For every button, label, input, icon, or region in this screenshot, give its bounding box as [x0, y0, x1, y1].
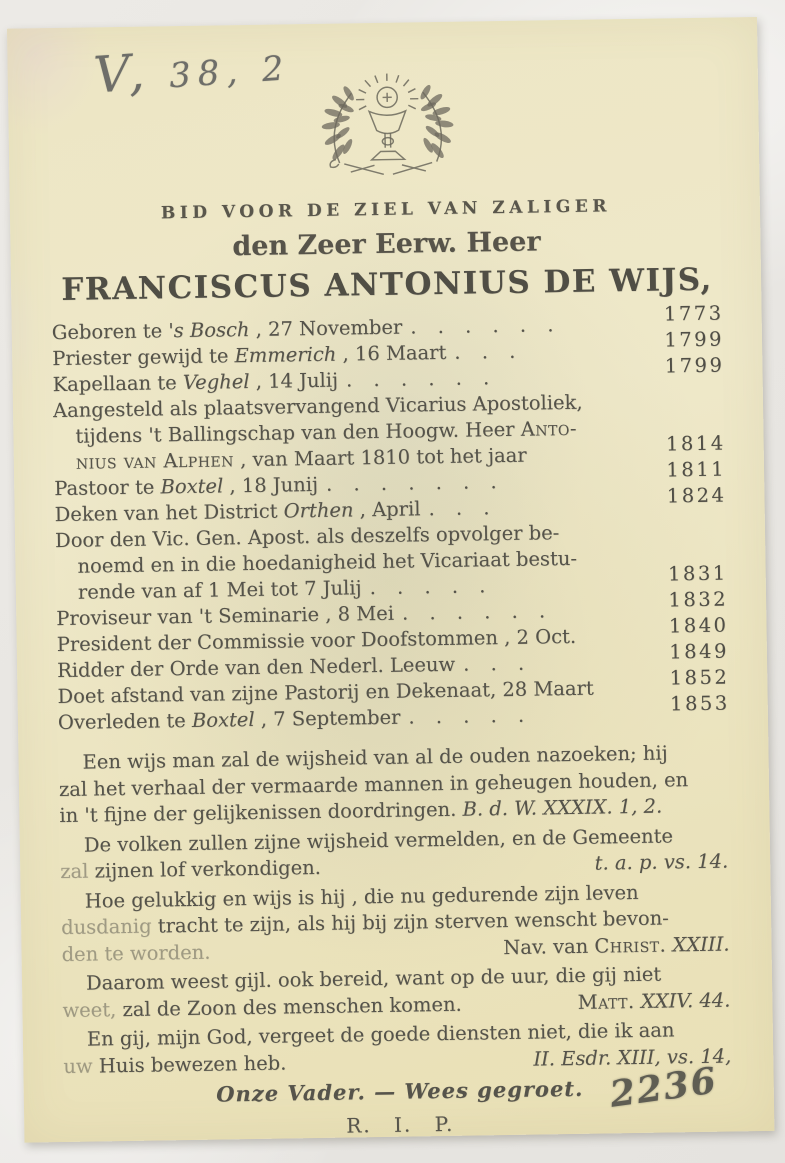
left-branch: [321, 85, 357, 164]
closing-prayers-text: Onze Vader. — Wees gegroet.: [216, 1075, 584, 1107]
verse-reference: t. a. p. vs. 14.: [594, 849, 729, 875]
date-row-text: Proviseur van 't Seminarie , 8 Mei . . . . . .: [56, 599, 546, 631]
date-row-year: 1852: [669, 665, 730, 690]
date-row-year: [661, 554, 727, 555]
date-row-text: Door den Vic. Gen. Apost. als deszelfs opvolger be-: [54, 521, 560, 553]
date-row-text: tijdens 't Ballingschap van den Hoogw. Heer Anto-: [75, 416, 578, 448]
date-row-text: President der Commissie voor Doofstommen , 2 Oct.: [56, 624, 577, 657]
inventory-scribble: 2236: [607, 1059, 721, 1116]
date-row-year: 1811: [666, 457, 727, 482]
verse-line: uw Huis bewezen heb. II. Esdr. XIII, vs. 14,: [63, 1043, 735, 1080]
verse-line: in 't fijne der gelijkenissen doordringen. B. d. W. XXXIX. 1, 2.: [59, 794, 663, 828]
invocation-line: BID VOOR DE ZIEL VAN ZALIGER: [160, 196, 612, 224]
date-row-text: noemd en in die hoedanigheid het Vicariaat bestu-: [77, 546, 578, 578]
date-row-year: [659, 398, 725, 399]
date-row-year: 1832: [668, 587, 729, 612]
verse-line: dusdanig tracht te zijn, als hij bij zijn sterven wenscht bevon-: [60, 906, 669, 940]
verse-line: weet, zal de Zoon des menschen komen. Matt. XXIV. 44.: [62, 987, 734, 1024]
verse-paragraph: [61, 878, 734, 968]
verse-line: Een wijs man zal de wijsheid van al de ouden nazoeken; hij: [82, 741, 668, 774]
verse-paragraph: [60, 822, 733, 886]
verse-line: den te worden. Nav. van Christ. XXIII.: [61, 931, 733, 968]
honorific-line: den Zeer Eerw. Heer: [232, 226, 541, 263]
right-branch: [418, 83, 454, 162]
verse-reference: Nav. van Christ. XXIII.: [503, 932, 730, 959]
date-row-year: 1840: [668, 613, 729, 638]
verse-paragraph: [58, 739, 731, 829]
date-row-text: Overleden te Boxtel , 7 September . . . . .: [57, 703, 525, 735]
rip-line: R. I. P.: [346, 1111, 455, 1138]
date-row-year: 1799: [664, 327, 725, 352]
verse-line: zal het verhaal der vermaarde mannen in geheugen houden, en: [58, 767, 689, 801]
date-row-year: 1814: [665, 431, 726, 456]
date-row-year: 1773: [663, 301, 724, 326]
memorial-card: [7, 17, 774, 1143]
date-row-text: Ridder der Orde van den Nederl. Leeuw . . .: [56, 651, 525, 683]
verse-line: Hoe gelukkig en wijs is hij , die nu gedurende zijn leven: [84, 880, 639, 913]
date-row-text: Priester gewijd te Emmerich , 16 Maart . . .: [52, 339, 516, 371]
verse-line: zal zijnen lof verkondigen. t. a. p. vs. 14.: [60, 848, 732, 885]
verse-line: De volken zullen zijne wijsheid vermelden, en de Gemeente: [83, 823, 674, 857]
deceased-name: FRANCISCUS ANTONIUS DE WIJS,: [61, 261, 714, 308]
memorial-verses: [58, 739, 735, 1080]
date-row-text: rende van af 1 Mei tot 7 Julij . . . . .: [77, 574, 486, 604]
date-row-text: Aangesteld als plaatsvervangend Vicarius Apostoliek,: [52, 390, 583, 423]
date-row-year: 1853: [669, 691, 730, 716]
pencil-shelfmark: V, 38, 2: [91, 42, 292, 105]
dates-list: [51, 301, 730, 737]
date-row-text: Geboren te 's Bosch , 27 November . . . . . .: [51, 313, 554, 345]
verse-reference: Matt. XXIV. 44.: [577, 988, 731, 1014]
verse-reference: II. Esdr. XIII, vs. 14,: [533, 1044, 732, 1071]
date-row-year: 1831: [667, 561, 728, 586]
date-row-text: nius van Alphen , van Maart 1810 tot het jaar: [75, 443, 527, 474]
date-row-year: 1849: [669, 639, 730, 664]
date-row-year: [659, 424, 725, 425]
verse-paragraph: [62, 960, 735, 1024]
verse-line: En gij, mijn God, vergeet de goede diensten niet, die ik aan: [86, 1018, 675, 1051]
date-row-text: Kapellaan te Veghel , 14 Julij . . . . . .: [52, 366, 490, 397]
verse-line: Daarom weest gijl. ook bereid, want op de uur, die gij niet: [85, 962, 662, 995]
date-row-text: Pastoor te Boxtel , 18 Junij . . . . . . .: [54, 470, 497, 501]
date-row-year: [661, 528, 727, 529]
date-row-text: Doet afstand van zijne Pastorij en Dekenaat, 28 Maart: [57, 676, 594, 709]
date-row-year: 1799: [664, 353, 725, 378]
date-row-text: Deken van het District Orthen , April . . .: [54, 496, 490, 527]
date-row-year: 1824: [666, 483, 727, 508]
